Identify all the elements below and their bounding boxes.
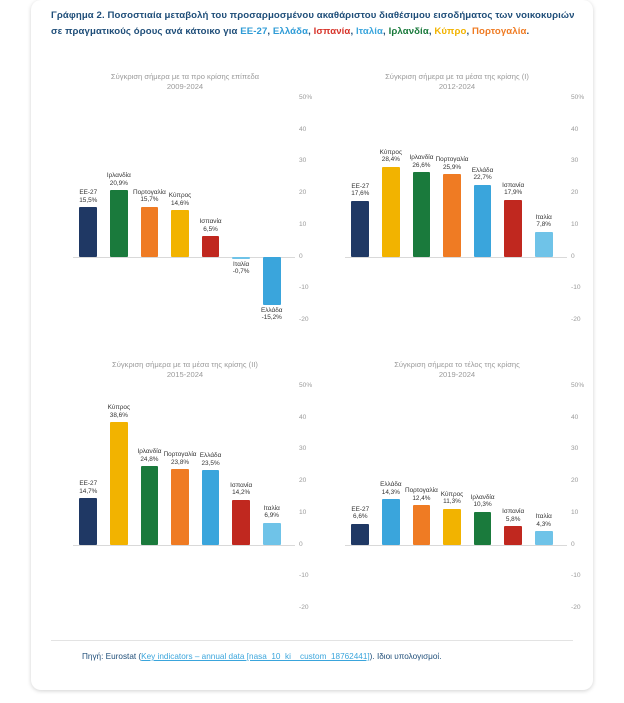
source-label: Πηγή: Eurostat ( <box>82 652 142 661</box>
bar-label: Ισπανία 14,2% <box>230 481 253 497</box>
bar <box>382 167 400 257</box>
y-axis-tick-label: -20 <box>299 316 309 323</box>
y-axis-tick-label: 0 <box>571 540 575 548</box>
bar <box>413 172 431 256</box>
bar-label: Ιταλία 4,3% <box>535 512 552 528</box>
bar-label: Ελλάδα 14,3% <box>380 481 402 496</box>
bar-label: Ιταλία -0,7% <box>232 260 250 276</box>
bar <box>535 531 553 545</box>
y-axis-tick-label: -20 <box>571 604 581 611</box>
y-axis-tick-label: -20 <box>299 604 309 611</box>
bar <box>110 422 128 544</box>
zero-axis-line <box>73 257 295 258</box>
bar-label: Ιρλανδία 20,9% <box>106 172 131 187</box>
y-axis-tick-label: 10 <box>571 220 579 228</box>
chart-panel-4 <box>321 360 593 628</box>
y-axis-tick-label: -10 <box>299 572 309 580</box>
title-sep-5: , <box>428 25 435 37</box>
y-axis-tick-label: 30 <box>299 157 307 165</box>
bar-label: ΕΕ-27 15,5% <box>79 189 98 204</box>
bar-label: Κύπρος 28,4% <box>379 148 403 164</box>
bar <box>413 505 431 544</box>
figure-title <box>51 8 576 39</box>
bar-label: ΕΕ-27 17,6% <box>351 182 370 198</box>
bar <box>79 498 97 545</box>
y-axis-tick-label: 20 <box>571 189 579 197</box>
y-axis-tick-label: 40 <box>571 413 579 421</box>
bar <box>141 207 159 257</box>
bar <box>171 469 189 544</box>
y-axis-tick-label: -10 <box>571 572 581 580</box>
figure-card <box>31 0 593 690</box>
bar-label: Ελλάδα 22,7% <box>471 166 494 182</box>
source-note <box>82 652 442 661</box>
bar-label: Ελλάδα -15,2% <box>260 306 283 322</box>
y-axis-tick-label: 10 <box>571 508 579 516</box>
title-sep-3: , <box>350 25 356 37</box>
bar <box>202 236 220 257</box>
title-term-italy: Ιταλία <box>355 25 384 37</box>
y-axis-tick-label: 50% <box>571 94 585 101</box>
y-axis-tick-label: -10 <box>571 284 581 292</box>
chart-title-2: Σύγκριση σήμερα με τα μέσα της κρίσης (Ι) <box>385 72 529 81</box>
title-term-eu: ΕΕ-27 <box>240 25 268 37</box>
chart-title-3: Σύγκριση σήμερα με τα μέσα της κρίσης (ΙΙ) <box>112 360 258 369</box>
y-axis-tick-label: -10 <box>299 284 309 292</box>
y-axis-tick-label: 10 <box>299 220 307 228</box>
bar <box>535 232 553 257</box>
y-axis-tick-label: 40 <box>299 413 307 421</box>
title-sep-1: , <box>267 25 273 37</box>
chart-subtitle-2: 2012-2024 <box>438 82 476 91</box>
title-term-cyprus: Κύπρο <box>434 25 467 37</box>
chart-panel-1 <box>49 72 321 340</box>
y-axis-tick-label: 30 <box>299 445 307 453</box>
bar-label: Ελλάδα 23,5% <box>199 452 222 467</box>
bar-label: Κύπρος 14,6% <box>168 192 192 207</box>
zero-axis-line <box>345 257 567 258</box>
zero-axis-line <box>345 545 567 546</box>
bar-label: Πορτογαλία 12,4% <box>404 487 438 502</box>
bar-label: Κύπρος 38,6% <box>107 404 131 419</box>
chart-subtitle-4: 2019-2024 <box>438 370 476 379</box>
bar <box>141 466 159 545</box>
bar-label: Ισπανία 17,9% <box>502 181 525 197</box>
bar <box>443 509 461 545</box>
y-axis-tick-label: 20 <box>299 189 307 197</box>
title-term-spain: Ισπανία <box>313 25 351 37</box>
bar <box>232 257 250 259</box>
y-axis-tick-label: 0 <box>299 540 303 548</box>
y-axis-tick-label: 50% <box>571 382 585 389</box>
y-axis-tick-label: 20 <box>571 477 579 485</box>
chart-title-1: Σύγκριση σήμερα με τα προ κρίσης επίπεδα <box>110 72 260 81</box>
bar <box>263 523 281 545</box>
title-term-portugal: Πορτογαλία <box>472 25 527 37</box>
y-axis-tick-label: 30 <box>571 445 579 453</box>
chart-subtitle-3: 2015-2024 <box>166 370 204 379</box>
title-end: . <box>526 25 530 37</box>
title-sep-2: , <box>308 25 314 37</box>
y-axis-tick-label: 50% <box>299 382 313 389</box>
bar-label: Ιταλία 7,8% <box>535 213 552 229</box>
title-term-greece: Ελλάδα <box>272 25 309 37</box>
title-sep-6: , <box>466 25 473 37</box>
chart-panel-2 <box>321 72 593 340</box>
chart-subtitle-1: 2009-2024 <box>166 82 204 91</box>
title-term-ireland: Ιρλανδία <box>388 25 429 37</box>
bar <box>443 174 461 256</box>
y-axis-tick-label: 40 <box>299 125 307 133</box>
bar-label: ΕΕ-27 14,7% <box>79 479 98 495</box>
bar <box>351 524 369 545</box>
bar-label: Ιρλανδία 24,8% <box>137 447 162 463</box>
bar-label: Κύπρος 11,3% <box>440 490 464 506</box>
bar <box>351 201 369 257</box>
bar-label: Ιταλία 6,9% <box>263 504 280 520</box>
bar-label: Πορτογαλία 15,7% <box>132 188 166 204</box>
y-axis-tick-label: 0 <box>571 252 575 260</box>
y-axis-tick-label: 0 <box>299 252 303 260</box>
bar-label: Ισπανία 5,8% <box>502 508 525 523</box>
y-axis-tick-label: 20 <box>299 477 307 485</box>
chart-title-4: Σύγκριση σήμερα το τέλος της κρίσης <box>394 360 520 369</box>
bar-label: ΕΕ-27 6,6% <box>351 505 370 521</box>
chart-panel-3 <box>49 360 321 628</box>
y-axis-tick-label: 50% <box>299 94 313 101</box>
bar <box>504 526 522 544</box>
bar-label: Ιρλανδία 10,3% <box>470 493 495 509</box>
y-axis-tick-label: -20 <box>571 316 581 323</box>
footer-divider <box>51 640 573 641</box>
bar <box>263 257 281 305</box>
title-sep-4: , <box>383 25 389 37</box>
bar <box>382 499 400 544</box>
source-after: ). Ιδιοι υπολογισμοί. <box>369 652 442 661</box>
source-link[interactable]: Key indicators – annual data [nasa_10_ki__custom_18762441] <box>141 652 370 661</box>
title-prefix: Γράφημα 2. Ποσοστιαία μεταβολή του προσαρμοσμένου ακαθάριστου διαθέσιμου εισοδήματος των νοικοκυριών σε πραγματικούς όρους ανά κάτοικο για <box>51 10 575 37</box>
bar-label: Πορτογαλία 23,8% <box>163 451 197 466</box>
bar-label: Ισπανία 6,5% <box>199 217 222 233</box>
zero-axis-line <box>73 545 295 546</box>
y-axis-tick-label: 40 <box>571 125 579 133</box>
bar-label: Πορτογαλία 25,9% <box>435 156 469 172</box>
bar <box>79 207 97 256</box>
y-axis-tick-label: 10 <box>299 508 307 516</box>
bar-label: Ιρλανδία 26,6% <box>409 154 434 169</box>
y-axis-tick-label: 30 <box>571 157 579 165</box>
